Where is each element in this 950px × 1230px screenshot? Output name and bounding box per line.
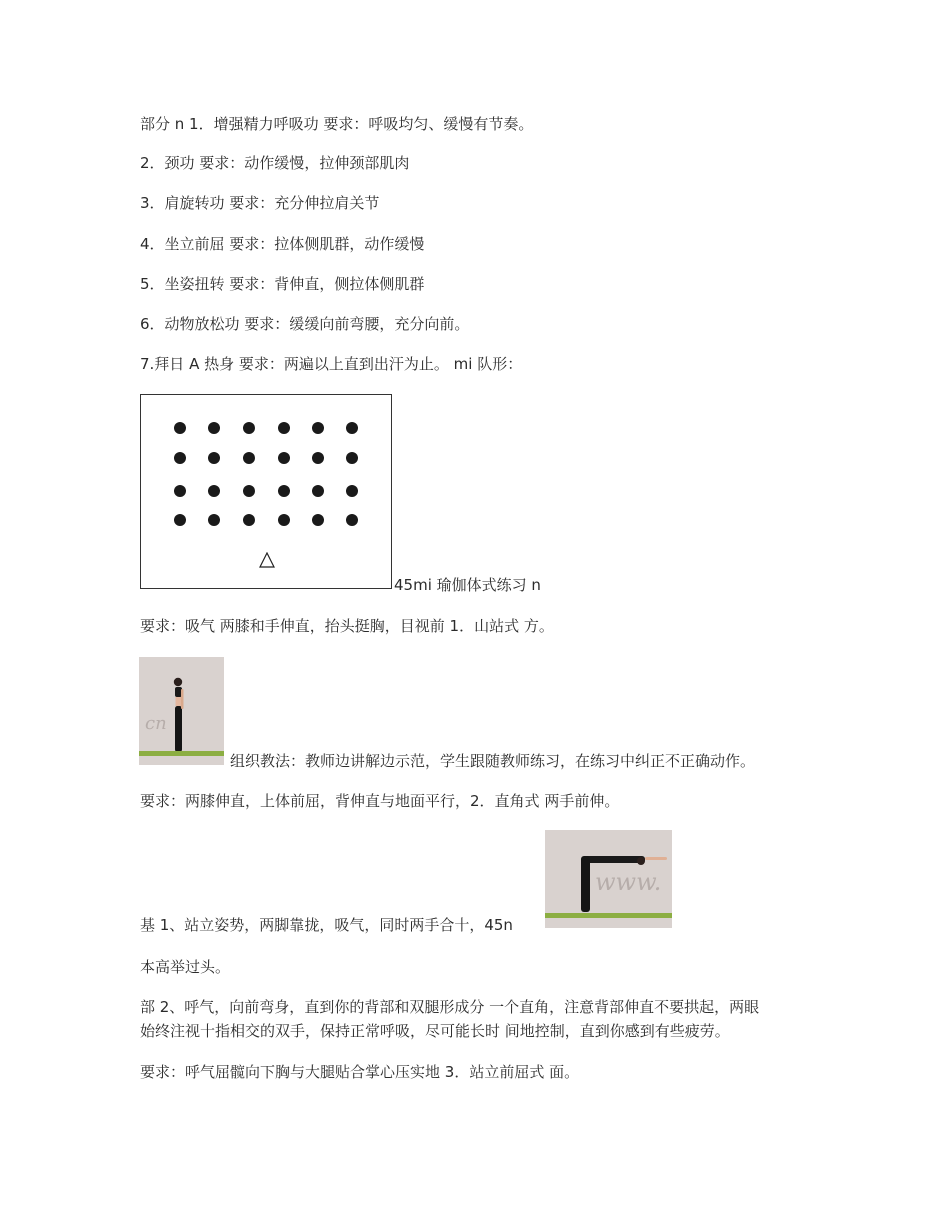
student-dot [174, 422, 186, 434]
teacher-triangle-icon [259, 552, 275, 568]
text-line-1: 部分 n 1．增强精力呼吸功 要求：呼吸均匀、缓慢有节奏。 [140, 115, 534, 133]
text-line-13: 本高举过头。 [140, 958, 231, 976]
student-dot [312, 485, 324, 497]
student-dot [312, 514, 324, 526]
student-dot [174, 452, 186, 464]
text-line-12: 基 1、站立姿势，两脚靠拢，吸气，同时两手合十，45n [140, 916, 513, 934]
student-dot [208, 422, 220, 434]
text-line-10: 组织教法：教师边讲解边示范，学生跟随教师练习，在练习中纠正不正确动作。 [230, 752, 756, 770]
student-dot [346, 485, 358, 497]
student-dot [243, 422, 255, 434]
student-dot [346, 422, 358, 434]
student-dot [278, 514, 290, 526]
photo-watermark: cn [145, 713, 167, 734]
student-dot [312, 452, 324, 464]
text-line-15: 要求：呼气屈髋向下胸与大腿贴合掌心压实地 3．站立前屈式 面。 [140, 1063, 580, 1081]
student-dot [208, 485, 220, 497]
student-dot [243, 485, 255, 497]
text-line-4: 4．坐立前屈 要求：拉体侧肌群，动作缓慢 [140, 235, 425, 253]
right-angle-pose-photo [545, 830, 672, 928]
text-line-5: 5．坐姿扭转 要求：背伸直，侧拉体侧肌群 [140, 275, 425, 293]
student-dot [174, 514, 186, 526]
mountain-pose-photo [139, 657, 224, 765]
student-dot [243, 452, 255, 464]
student-dot [278, 422, 290, 434]
student-dot [278, 485, 290, 497]
student-dot [346, 452, 358, 464]
text-line-14a: 部 2、呼气，向前弯身，直到你的背部和双腿形成分 一个直角，注意背部伸直不要拱起，两眼 [140, 998, 760, 1016]
student-dot [208, 514, 220, 526]
student-dot [174, 485, 186, 497]
text-line-6: 6．动物放松功 要求：缓缓向前弯腰，充分向前。 [140, 315, 470, 333]
photo-watermark: www. [595, 868, 662, 896]
standing-figure-icon [139, 657, 224, 765]
text-line-11: 要求：两膝伸直，上体前屈，背伸直与地面平行，2．直角式 两手前伸。 [140, 792, 620, 810]
text-line-14b: 始终注视十指相交的双手，保持正常呼吸，尽可能长时 间地控制，直到你感到有些疲劳。 [140, 1022, 730, 1040]
student-dot [346, 514, 358, 526]
student-dot [278, 452, 290, 464]
text-line-3: 3．肩旋转功 要求：充分伸拉肩关节 [140, 194, 380, 212]
text-line-7: 7.拜日 A 热身 要求：两遍以上直到出汗为止。 mi 队形： [140, 355, 523, 373]
formation-diagram [140, 394, 392, 589]
student-dot [208, 452, 220, 464]
student-dot [312, 422, 324, 434]
student-dot [243, 514, 255, 526]
text-line-8: 45mi 瑜伽体式练习 n [394, 576, 541, 594]
text-line-9: 要求：吸气 两膝和手伸直，抬头挺胸，目视前 1．山站式 方。 [140, 617, 554, 635]
text-line-2: 2．颈功 要求：动作缓慢，拉伸颈部肌肉 [140, 154, 410, 172]
